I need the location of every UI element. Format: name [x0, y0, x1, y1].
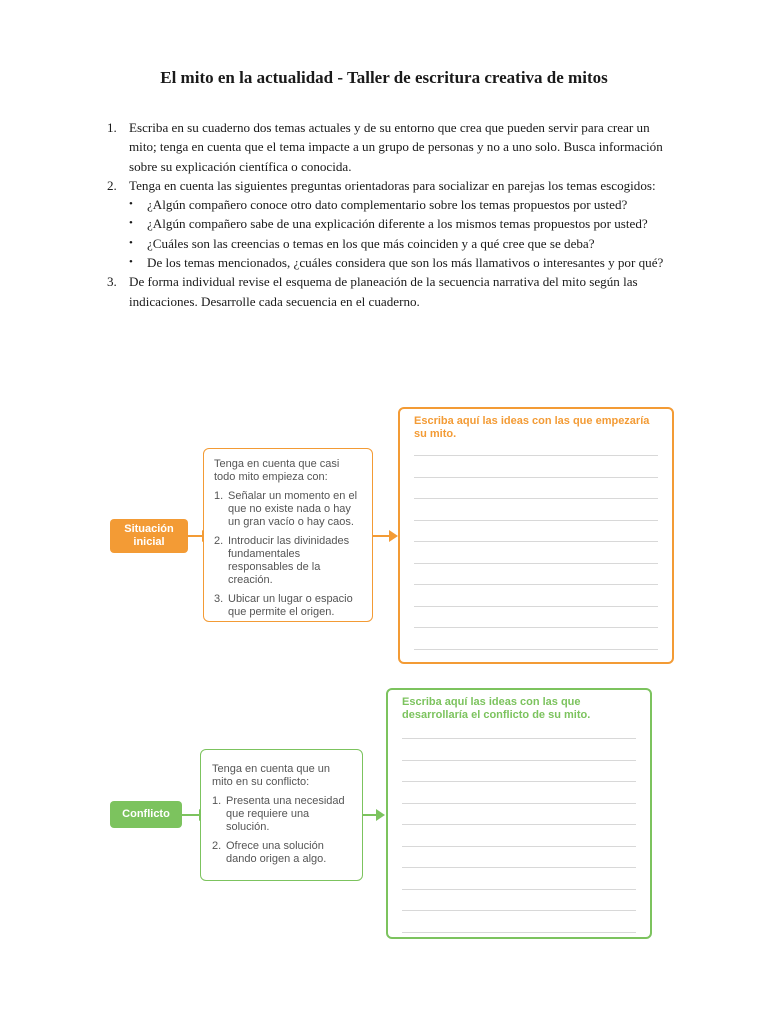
- guide-item: [214, 593, 362, 619]
- conflicto-writing-area[interactable]: [386, 688, 652, 939]
- guide-list: [214, 490, 362, 619]
- guide-item: [214, 490, 362, 529]
- guide-item-text: Introducir las divinidades fundamentales responsables de la creación.: [228, 535, 350, 586]
- step-number: 1.: [107, 120, 117, 135]
- step-text: Tenga en cuenta las siguientes preguntas orientadoras para socializar en parejas los temas escogidos:: [129, 177, 656, 193]
- step-1: [92, 118, 667, 176]
- instructions-list: [92, 118, 667, 311]
- question-text: ¿Algún compañero sabe de una explicación diferente a los mismos temas propuestos por usted?: [147, 216, 648, 232]
- question-text: De los temas mencionados, ¿cuáles considera que son los más llamativos o interesantes y por qué?: [147, 255, 664, 271]
- step-2: [92, 176, 667, 272]
- question-item: [129, 195, 667, 214]
- guide-intro: Tenga en cuenta que un mito en su conflicto:: [212, 763, 331, 788]
- question-item: [129, 214, 667, 233]
- arrow-icon: [188, 535, 203, 537]
- writing-area-header: Escriba aquí las ideas con las que desarrollaría el conflicto de su mito.: [402, 696, 591, 721]
- step-text: De forma individual revise el esquema de planeación de la secuencia narrativa del mito según las indicaciones. Desarrolle cada secuencia en el cuaderno.: [129, 274, 638, 309]
- question-item: [129, 234, 667, 253]
- step-number: 2.: [107, 177, 117, 193]
- guide-item-text: Presenta una necesidad que requiere una solución.: [226, 795, 345, 833]
- step-3: [92, 272, 667, 311]
- arrow-icon: [373, 535, 390, 537]
- arrow-icon: [182, 814, 200, 816]
- guide-item-text: Ofrece una solución dando origen a algo.: [226, 840, 327, 865]
- guide-intro: Tenga en cuenta que casi todo mito empieza con:: [214, 458, 340, 483]
- guide-item-number: 2.: [212, 840, 222, 852]
- writing-area-header: Escriba aquí las ideas con las que empezaría su mito.: [414, 415, 650, 440]
- situacion-inicial-writing-area[interactable]: [398, 407, 674, 664]
- conflicto-guide: [200, 749, 363, 881]
- bullet-icon: •: [129, 217, 133, 230]
- situacion-inicial-label: Situación inicial: [110, 519, 188, 553]
- question-text: ¿Cuáles son las creencias o temas en los que más coinciden y a qué cree que se deba?: [147, 235, 595, 251]
- arrow-icon: [363, 814, 377, 816]
- guide-item: [212, 840, 351, 866]
- question-text: ¿Algún compañero conoce otro dato complementario sobre los temas propuestos por usted?: [147, 197, 628, 213]
- guide-item: [214, 535, 362, 587]
- page-title: El mito en la actualidad - Taller de escritura creativa de mitos: [160, 68, 608, 87]
- situacion-inicial-guide: [203, 448, 373, 622]
- question-item: [129, 253, 667, 272]
- step-text: Escriba en su cuaderno dos temas actuales y de su entorno que crea que pueden servir para crear un mito; tenga en cuenta que el tema impacte a un grupo de personas y no a uno solo. Busca información sobre su explicación científica o conocida.: [129, 120, 663, 174]
- guide-item: [212, 795, 351, 834]
- bullet-icon: •: [129, 256, 133, 269]
- guide-item-number: 3.: [214, 593, 224, 605]
- guide-item-text: Señalar un momento en el que no existe nada o hay un gran vacío o hay caos.: [228, 490, 358, 528]
- writing-lines: [414, 455, 658, 670]
- writing-lines: [402, 738, 636, 953]
- guide-item-text: Ubicar un lugar o espacio que permite el origen.: [228, 593, 353, 618]
- bullet-icon: •: [129, 198, 133, 211]
- guiding-questions: [129, 195, 667, 272]
- guide-item-number: 1.: [214, 490, 224, 502]
- bullet-icon: •: [129, 236, 133, 249]
- guide-list: [212, 795, 351, 866]
- step-number: 3.: [107, 274, 117, 290]
- guide-item-number: 1.: [212, 795, 222, 807]
- conflicto-label: Conflicto: [110, 801, 182, 828]
- guide-item-number: 2.: [214, 535, 224, 547]
